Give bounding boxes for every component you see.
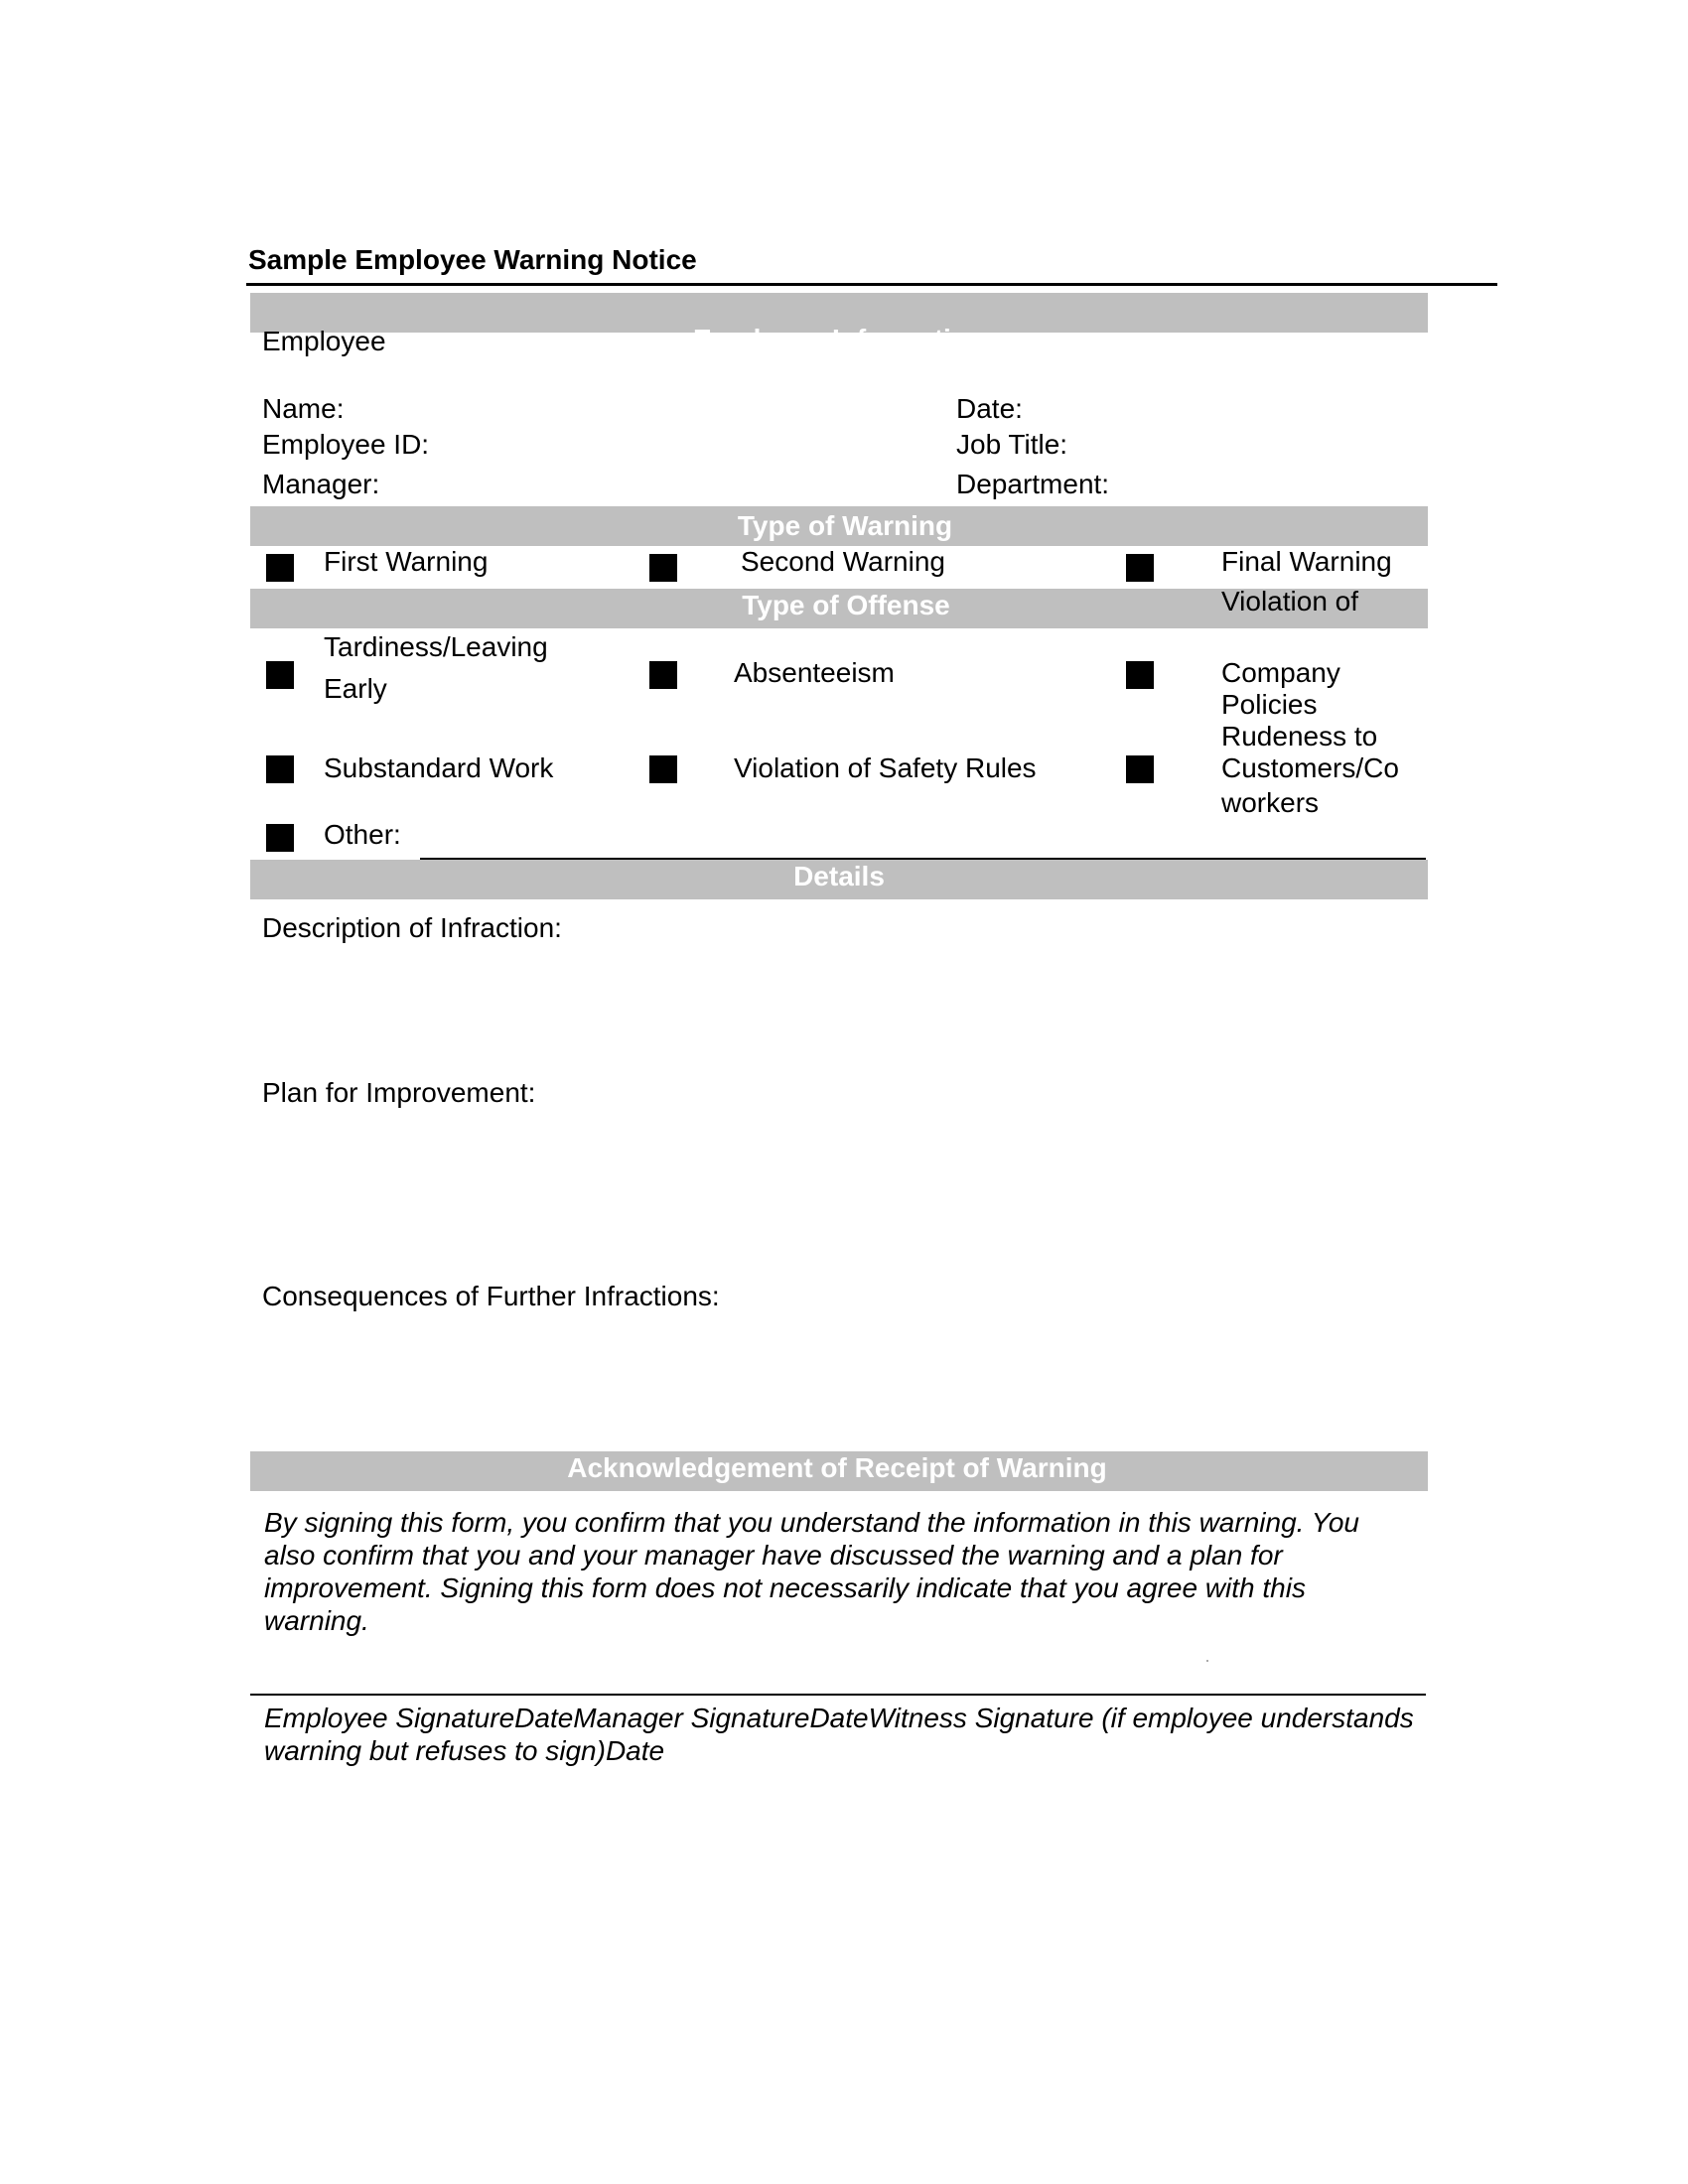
violation-label-line1: Violation of xyxy=(1221,586,1359,616)
details-header xyxy=(250,860,1428,899)
name-label: Name: xyxy=(262,393,345,424)
signature-line-labels: Employee SignatureDateManager SignatureDateWitness Signature (if employee understands warning but refuses to sign)Date xyxy=(264,1703,1414,1766)
first-warning-label: First Warning xyxy=(324,546,489,577)
final-warning-label: Final Warning xyxy=(1221,546,1392,577)
tardiness-checkbox[interactable] xyxy=(266,661,294,689)
manager-label: Manager: xyxy=(262,469,380,499)
acknowledgement-title: Acknowledgement of Receipt of Warning xyxy=(567,1452,1107,1483)
other-checkbox[interactable] xyxy=(266,824,294,852)
rudeness-checkbox[interactable] xyxy=(1126,755,1154,783)
acknowledgement-text: By signing this form, you confirm that you understand the information in this warning. You also confirm that you and your manager have discussed the warning and a plan for improvement. Signing this form does not necessarily indicate that you agree with this warning. xyxy=(264,1507,1359,1636)
safety-rules-label: Violation of Safety Rules xyxy=(734,752,1037,783)
employee-information-title: Employee Information xyxy=(692,324,986,354)
second-warning-checkbox[interactable] xyxy=(649,554,677,582)
type-of-warning-header xyxy=(250,506,1428,546)
other-label: Other: xyxy=(324,819,401,850)
substandard-work-label: Substandard Work xyxy=(324,752,554,783)
consequences-label: Consequences of Further Infractions: xyxy=(262,1281,720,1311)
rudeness-label-line3: workers xyxy=(1221,787,1320,818)
safety-rules-checkbox[interactable] xyxy=(649,755,677,783)
job-title-label: Job Title: xyxy=(956,429,1068,460)
signature-rule[interactable] xyxy=(250,1694,1426,1696)
violation-label-line2: Company xyxy=(1221,657,1340,688)
employee-id-label: Employee ID: xyxy=(262,429,430,460)
employee-information-header xyxy=(250,293,1428,354)
date-label: Date: xyxy=(956,393,1023,424)
final-warning-checkbox[interactable] xyxy=(1126,554,1154,582)
employee-label: Employee xyxy=(262,326,386,356)
tardiness-label-line2: Early xyxy=(324,673,387,704)
rudeness-label-line1: Rudeness to xyxy=(1221,721,1378,751)
type-of-offense-title: Type of Offense xyxy=(742,590,950,620)
details-title: Details xyxy=(793,861,885,891)
plan-label: Plan for Improvement: xyxy=(262,1077,536,1108)
absenteeism-checkbox[interactable] xyxy=(649,661,677,689)
description-label: Description of Infraction: xyxy=(262,912,562,943)
title-rule xyxy=(246,283,1497,286)
violation-of-policies-checkbox[interactable] xyxy=(1126,661,1154,689)
absenteeism-label: Absenteeism xyxy=(734,657,895,688)
rudeness-label-line2: Customers/Co xyxy=(1221,752,1399,783)
second-warning-label: Second Warning xyxy=(741,546,945,577)
substandard-work-checkbox[interactable] xyxy=(266,755,294,783)
document-title: Sample Employee Warning Notice xyxy=(248,244,697,275)
first-warning-checkbox[interactable] xyxy=(266,554,294,582)
tardiness-label-line1: Tardiness/Leaving xyxy=(324,631,548,662)
violation-label-line3: Policies xyxy=(1221,689,1318,720)
stray-mark xyxy=(1206,1660,1208,1662)
type-of-warning-title: Type of Warning xyxy=(737,510,953,541)
acknowledgement-header xyxy=(250,1451,1428,1491)
department-label: Department: xyxy=(956,469,1110,499)
